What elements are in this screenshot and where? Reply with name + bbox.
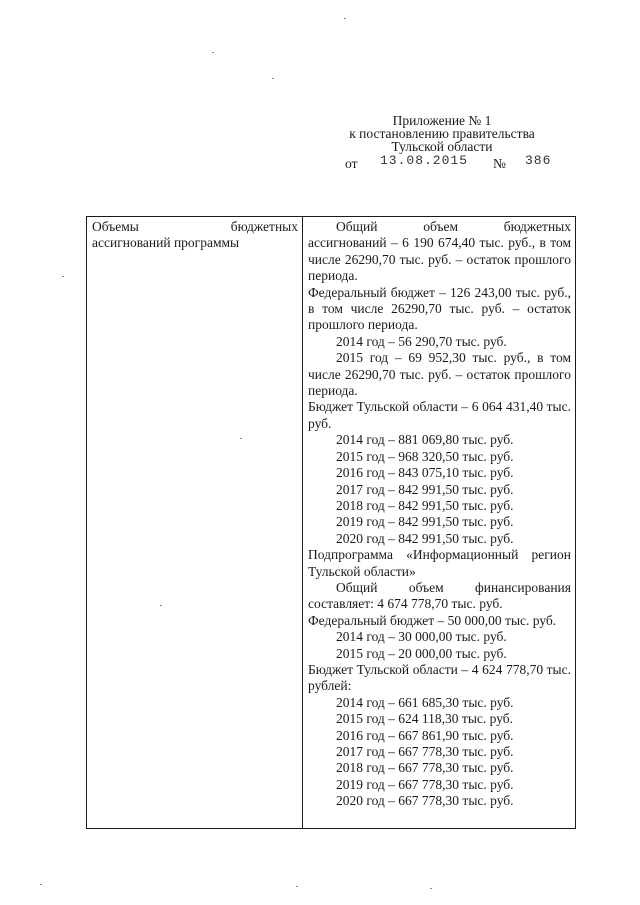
sub-regional-budget: Бюджет Тульской области – 4 624 778,70 тыс. рублей: [308, 661, 571, 694]
scan-speck [240, 438, 242, 439]
scan-speck [272, 78, 274, 79]
scan-speck [430, 888, 432, 889]
sub-federal-year-2015: 2015 год – 20 000,00 тыс. руб. [336, 645, 507, 661]
federal-year-2015: 2015 год – 69 952,30 тыс. руб., в том числе 26290,70 тыс. руб. – остаток прошлого периода. [308, 350, 571, 399]
sub-regional-year-2014: 2014 год – 661 685,30 тыс. руб. [336, 694, 514, 710]
regional-year-2019: 2019 год – 842 991,50 тыс. руб. [336, 514, 514, 530]
regional-year-2016: 2016 год – 843 075,10 тыс. руб. [336, 465, 514, 481]
number-label: № [493, 156, 506, 171]
sub-federal-budget: Федеральный бюджет – 50 000,00 тыс. руб. [308, 612, 557, 628]
budget-table [86, 216, 576, 829]
regional-budget: Бюджет Тульской области – 6 064 431,40 тыс. руб. [308, 399, 571, 431]
scan-speck [62, 276, 64, 277]
sub-federal-year-2014: 2014 год – 30 000,00 тыс. руб. [336, 629, 507, 645]
sub-regional-year-2019: 2019 год – 667 778,30 тыс. руб. [336, 776, 514, 792]
federal-budget: Федеральный бюджет – 126 243,00 тыс. руб., в том числе 26290,70 тыс. руб. – остаток прошлого периода. [308, 284, 571, 333]
federal-year-2014: 2014 год – 56 290,70 тыс. руб. [336, 333, 507, 349]
scan-speck [40, 884, 42, 885]
sub-regional-year-2018: 2018 год – 667 778,30 тыс. руб. [336, 760, 514, 776]
appendix-resolution-line: к постановлению правительства [349, 126, 535, 141]
regional-year-2017: 2017 год – 842 991,50 тыс. руб. [336, 481, 514, 497]
total-line2: ассигнований – 6 190 674,40 тыс. руб., в том числе 26290,70 тыс. руб. – остаток прошлого периода. [308, 235, 571, 284]
total-line1: Общий объем бюджетных [336, 219, 571, 234]
resolution-number: 386 [525, 153, 552, 168]
budget-label-line2: ассигнований программы [92, 235, 240, 251]
regional-year-2014: 2014 год – 881 069,80 тыс. руб. [336, 432, 514, 448]
appendix-title: Приложение № 1 [392, 113, 492, 128]
resolution-date: 13.08.2015 [380, 153, 469, 168]
sub-regional-year-2017: 2017 год – 667 778,30 тыс. руб. [336, 744, 514, 759]
scan-speck [160, 605, 162, 606]
scan-speck [212, 52, 214, 53]
from-label: от [345, 156, 358, 171]
scan-speck [296, 886, 298, 887]
budget-label-cell [87, 217, 303, 829]
sub-regional-year-2015: 2015 год – 624 118,30 тыс. руб. [336, 711, 514, 727]
sub-regional-year-2020: 2020 год – 667 778,30 тыс. руб. [336, 793, 514, 809]
regional-year-2015: 2015 год – 968 320,50 тыс. руб. [336, 448, 514, 464]
sub-total-line1: Общий объем финансирования [336, 579, 571, 595]
regional-year-2020: 2020 год – 842 991,50 тыс. руб. [336, 530, 514, 546]
scan-speck [344, 18, 346, 19]
subprogram-title: Подпрограмма «Информационный регион Тульской области» [308, 547, 571, 579]
sub-regional-year-2016: 2016 год – 667 861,90 тыс. руб. [336, 727, 514, 743]
appendix-region-line: Тульской области [391, 139, 493, 154]
regional-year-2018: 2018 год – 842 991,50 тыс. руб. [336, 497, 514, 513]
budget-label-line1: Объемы бюджетных [92, 219, 298, 234]
budget-row [87, 217, 576, 829]
appendix-header [336, 114, 548, 153]
sub-total-line2: составляет: 4 674 778,70 тыс. руб. [308, 596, 503, 612]
budget-value-cell [303, 217, 576, 829]
